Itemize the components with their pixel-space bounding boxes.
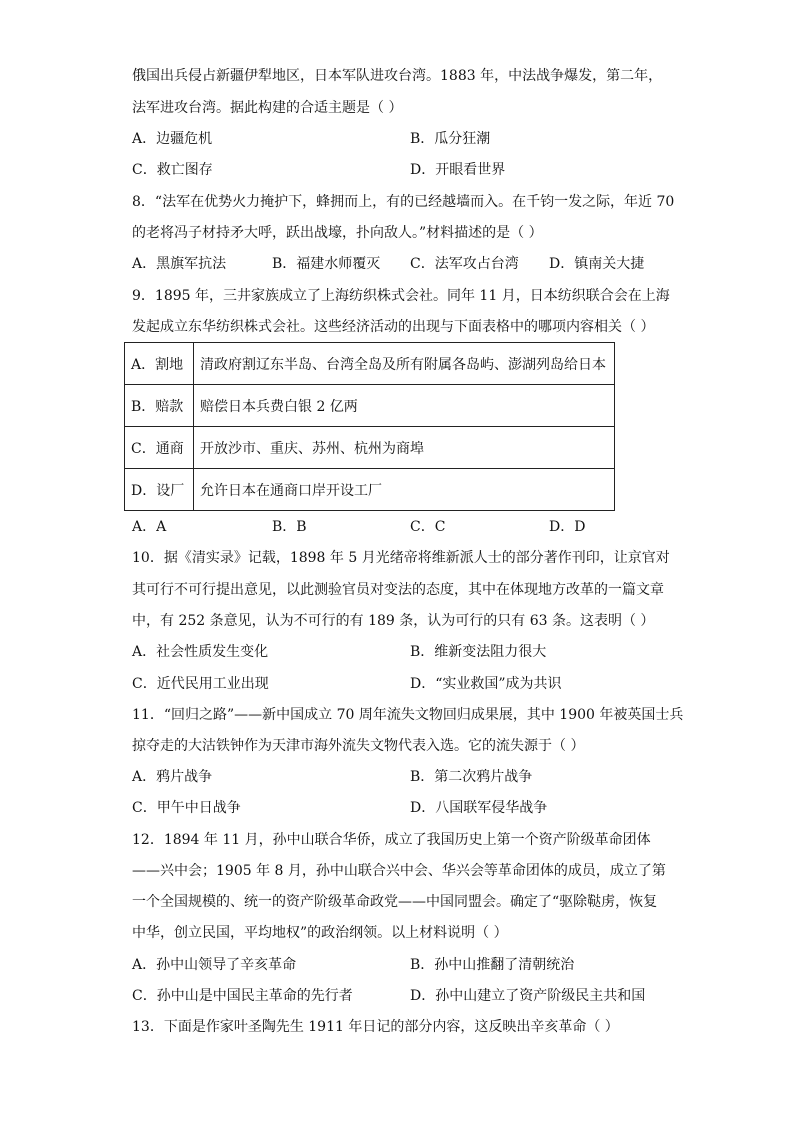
q10-line-1: 10．据《清实录》记载，1898 年 5 月光绪帝将维新派人士的部分著作刊印，让京官对	[132, 550, 670, 566]
q12-option-a: A．孙中山领导了辛亥革命	[132, 957, 297, 973]
q10-option-c: C．近代民用工业出现	[132, 676, 269, 692]
q7-line-2: 法军进攻台湾。据此构建的合适主题是（ ）	[132, 100, 403, 116]
table-row	[125, 385, 615, 427]
table-cell-key: A．割地	[125, 343, 194, 385]
q11-option-d: D．八国联军侵华战争	[410, 800, 548, 816]
table-cell-key: D．设厂	[125, 469, 194, 511]
q7-option-d: D．开眼看世界	[410, 162, 506, 178]
q9-option-a: A．A	[132, 519, 167, 535]
q9-line-2: 发起成立东华纺织株式会社。这些经济活动的出现与下面表格中的哪项内容相关（ ）	[132, 319, 655, 335]
q12-line-2: ——兴中会；1905 年 8 月，孙中山联合兴中会、华兴会等革命团体的成员，成立了第	[132, 863, 666, 879]
q7-option-a: A．边疆危机	[132, 131, 213, 147]
q12-option-d: D．孙中山建立了资产阶级民主共和国	[410, 988, 646, 1004]
q13-line-1: 13．下面是作家叶圣陶先生 1911 年日记的部分内容，这反映出辛亥革命（ ）	[132, 1019, 619, 1035]
q12-line-4: 中华，创立民国，平均地权”的政治纲领。以上材料说明（ ）	[132, 925, 508, 941]
q10-option-d: D．“实业救国”成为共识	[410, 676, 562, 692]
q10-line-3: 中，有 252 条意见，认为不可行的有 189 条，认为可行的只有 63 条。这表明（ ）	[132, 613, 655, 629]
table-cell-value: 允许日本在通商口岸开设工厂	[194, 469, 615, 511]
q9-table	[124, 342, 615, 511]
q8-option-a: A．黑旗军抗法	[132, 256, 227, 272]
q10-option-a: A．社会性质发生变化	[132, 644, 269, 660]
q8-option-c: C．法军攻占台湾	[410, 256, 519, 272]
q8-option-b: B．福建水师覆灭	[272, 256, 381, 272]
q12-option-b: B．孙中山推翻了清朝统治	[410, 957, 575, 973]
q12-line-3: 一个全国规模的、统一的资产阶级革命政党——中国同盟会。确定了“驱除鞑虏，恢复	[132, 894, 658, 910]
q11-line-2: 掠夺走的大沽铁钟作为天津市海外流失文物代表入选。它的流失源于（ ）	[132, 738, 585, 754]
q11-option-b: B．第二次鸦片战争	[410, 769, 533, 785]
q10-line-2: 其可行不可行提出意见，以此测验官员对变法的态度，其中在体现地方改革的一篇文章	[132, 582, 664, 598]
q12-line-1: 12．1894 年 11 月，孙中山联合华侨，成立了我国历史上第一个资产阶级革命团体	[132, 832, 651, 848]
q11-option-a: A．鸦片战争	[132, 769, 213, 785]
table-cell-key: B．赔款	[125, 385, 194, 427]
table-cell-value: 赔偿日本兵费白银 2 亿两	[194, 385, 615, 427]
table-cell-value: 开放沙市、重庆、苏州、杭州为商埠	[194, 427, 615, 469]
q9-option-c: C．C	[410, 519, 446, 535]
q9-option-d: D．D	[549, 519, 586, 535]
table-cell-value: 清政府割辽东半岛、台湾全岛及所有附属各岛屿、澎湖列岛给日本	[194, 343, 615, 385]
table-row	[125, 343, 615, 385]
q8-option-d: D．镇南关大捷	[549, 256, 645, 272]
table-row	[125, 469, 615, 511]
q10-option-b: B．维新变法阻力很大	[410, 644, 547, 660]
table-cell-key: C．通商	[125, 427, 194, 469]
q11-option-c: C．甲午中日战争	[132, 800, 241, 816]
q11-line-1: 11．“回归之路”——新中国成立 70 周年流失文物回归成果展，其中 1900 年被英国士兵	[132, 707, 684, 723]
q7-line-1: 俄国出兵侵占新疆伊犁地区，日本军队进攻台湾。1883 年，中法战争爆发，第二年，	[132, 68, 663, 84]
q7-option-c: C．救亡图存	[132, 162, 213, 178]
table-row	[125, 427, 615, 469]
q8-line-1: 8．“法军在优势火力掩护下，蜂拥而上，有的已经越墙而入。在千钧一发之际，年近 70	[132, 194, 675, 210]
q9-line-1: 9．1895 年，三井家族成立了上海纺织株式会社。同年 11 月，日本纺织联合会在上海	[132, 288, 670, 304]
q12-option-c: C．孙中山是中国民主革命的先行者	[132, 988, 353, 1004]
q8-line-2: 的老将冯子材持矛大呼，跃出战壕，扑向敌人。”材料描述的是（ ）	[132, 225, 543, 241]
q9-option-b: B．B	[272, 519, 307, 535]
q7-option-b: B．瓜分狂潮	[410, 131, 491, 147]
